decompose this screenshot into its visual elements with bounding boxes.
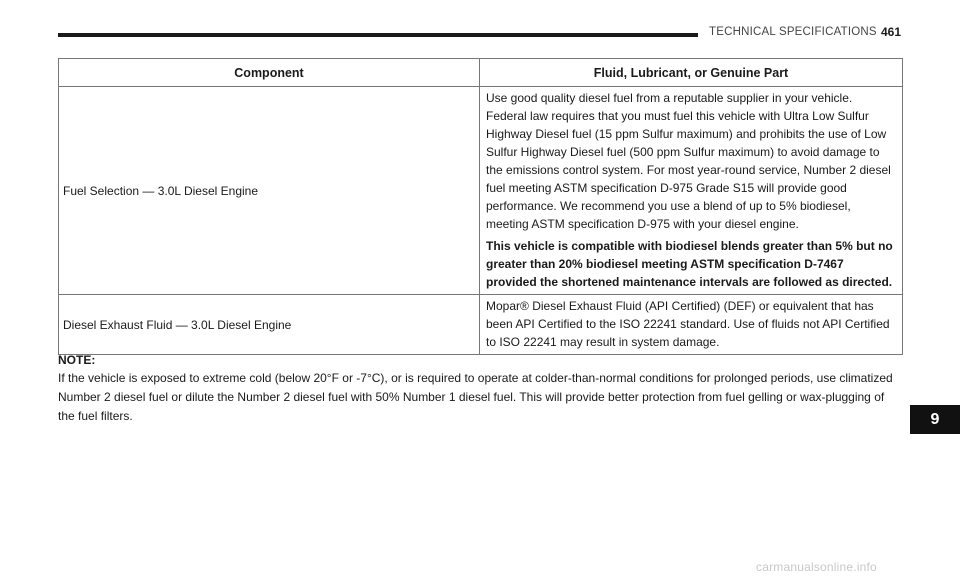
table-row (59, 295, 903, 355)
fluid-description: Mopar® Diesel Exhaust Fluid (API Certified) (DEF) or equivalent that has been API Certified to the ISO 22241 standard. Use of fluids not API Certified to ISO 22241 may result in system damage. (486, 299, 890, 349)
column-header-component: Component (59, 59, 480, 87)
note-label: NOTE: (58, 353, 96, 367)
table-header-row (59, 59, 903, 87)
fluid-cell (480, 295, 903, 355)
header-rule (58, 33, 698, 37)
page-number: 461 (881, 25, 902, 39)
fluid-bold-note: This vehicle is compatible with biodiesel blends greater than 5% but no greater than 20% biodiesel meeting ASTM specification D-7467 provided the shortened maintenance intervals are followed as directed. (486, 239, 893, 289)
fluid-description: Use good quality diesel fuel from a reputable supplier in your vehicle. Federal law requires that you must fuel this vehicle with Ultra Low Sulfur Highway Diesel fuel (15 ppm Sulfur maximum) and prohibits the use of Low Sulfur Highway Diesel fuel (500 ppm Sulfur maximum) to avoid damage to the emissions control system. For most year-round service, Number 2 diesel fuel meeting ASTM specification D-975 Grade S15 will provide good performance. We recommend you use a blend of up to 5% biodiesel, meeting ASTM specification D-975 with your diesel engine. (486, 91, 891, 231)
table-row (59, 87, 903, 295)
column-header-fluid: Fluid, Lubricant, or Genuine Part (480, 59, 903, 87)
component-cell: Fuel Selection — 3.0L Diesel Engine (59, 87, 480, 295)
specifications-table (58, 58, 903, 355)
component-cell: Diesel Exhaust Fluid — 3.0L Diesel Engine (59, 295, 480, 355)
note-text: If the vehicle is exposed to extreme cold (below 20°F or -7°C), or is required to operate at colder-than-normal conditions for prolonged periods, use climatized Number 2 diesel fuel or dilute the Number 2 diesel fuel with 50% Number 1 diesel fuel. This will provide better protection from fuel gelling or wax-plugging of the fuel filters. (58, 371, 893, 423)
fluid-cell (480, 87, 903, 295)
chapter-tab[interactable]: 9 (910, 405, 960, 434)
watermark: carmanualsonline.info (756, 560, 877, 574)
section-title: TECHNICAL SPECIFICATIONS (709, 26, 877, 38)
